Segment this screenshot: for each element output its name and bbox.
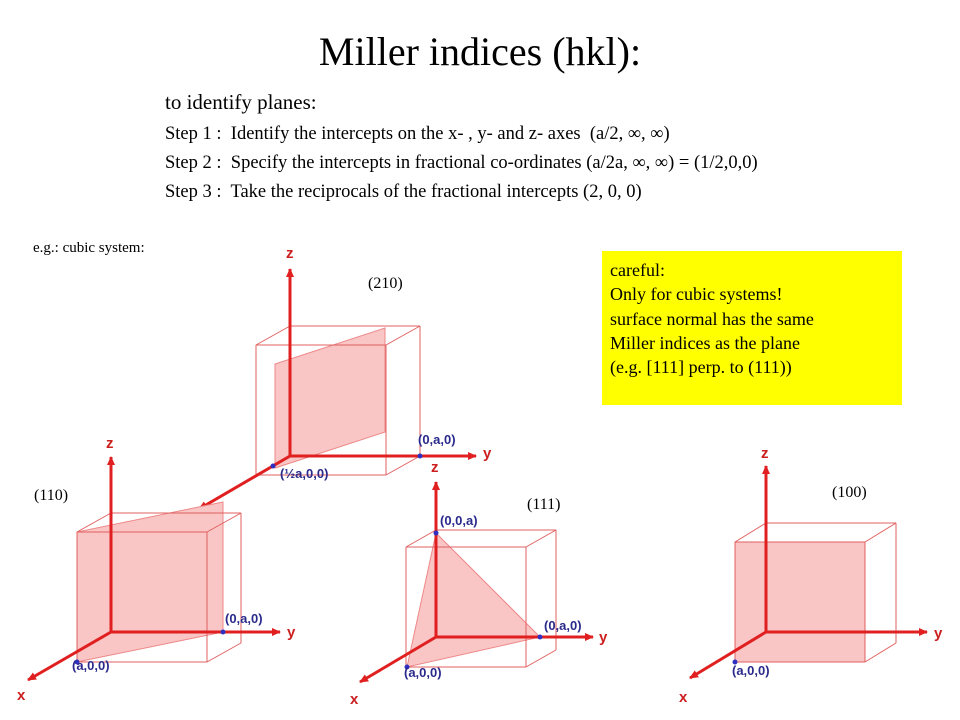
intro-text: to identify planes:	[165, 90, 317, 114]
plane-100	[735, 542, 865, 662]
step-2: Step 2 : Specify the intercepts in fractional co-ordinates (a/2a, ∞, ∞) = (1/2,0,0)	[165, 153, 758, 173]
intercept-point-z-111	[434, 531, 439, 536]
intercept-x-210: (½a,0,0)	[280, 466, 329, 481]
axis-z-label-210: z	[286, 245, 294, 262]
intercept-point-x-210	[271, 464, 276, 469]
label-210: (210)	[368, 275, 403, 292]
intercept-point-y-210	[418, 454, 423, 459]
slide-title: Miller indices (hkl):	[318, 29, 642, 74]
diagram-100	[679, 445, 943, 706]
axis-z-label-110: z	[106, 435, 114, 452]
diagram-210	[191, 245, 492, 530]
label-100: (100)	[832, 484, 867, 501]
note-line-5: (e.g. [111] perp. to (111))	[610, 357, 792, 378]
step-3: Step 3 : Take the reciprocals of the fractional intercepts (2, 0, 0)	[165, 182, 642, 202]
axis-y-label-110: y	[287, 624, 296, 641]
intercept-x-100: (a,0,0)	[732, 663, 770, 678]
axis-y-label-210: y	[483, 445, 492, 462]
axis-x-label-111: x	[350, 691, 359, 708]
note-line-2: Only for cubic systems!	[610, 284, 783, 305]
intercept-y-110: (0,a,0)	[225, 611, 263, 626]
axis-y-label-111: y	[599, 629, 608, 646]
note-line-3: surface normal has the same	[610, 308, 814, 329]
intercept-point-y-111	[538, 635, 543, 640]
plane-111	[407, 533, 540, 667]
intercept-y-111: (0,a,0)	[544, 618, 582, 633]
intercept-y-210: (0,a,0)	[418, 432, 456, 447]
example-label: e.g.: cubic system:	[33, 240, 145, 256]
intercept-x-110: (a,0,0)	[72, 658, 110, 673]
step-1: Step 1 : Identify the intercepts on the x- , y- and z- axes (a/2, ∞, ∞)	[165, 124, 670, 144]
intercept-point-y-110	[221, 630, 226, 635]
label-110: (110)	[34, 487, 69, 504]
axis-y-label-100: y	[934, 625, 943, 642]
intercept-x-111: (a,0,0)	[404, 665, 442, 680]
intercept-z-111: (0,0,a)	[440, 513, 478, 528]
label-111: (111)	[527, 496, 561, 513]
diagram-111	[350, 459, 608, 708]
axis-z-label-100: z	[761, 445, 769, 462]
note-line-1: careful:	[610, 260, 665, 280]
axis-z-label-111: z	[431, 459, 439, 476]
axis-x-label-100: x	[679, 689, 688, 706]
axis-x-label-110: x	[17, 687, 26, 704]
note-line-4: Miller indices as the plane	[610, 332, 800, 353]
